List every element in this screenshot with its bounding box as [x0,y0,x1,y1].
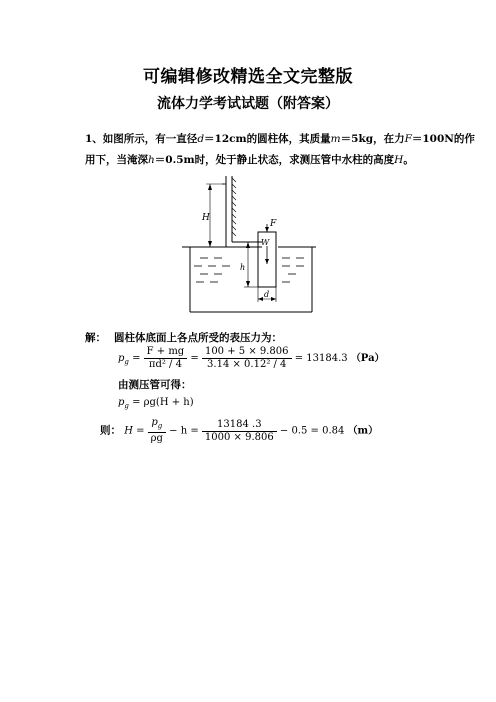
label-h: h [240,263,246,272]
label-F: F [270,219,277,229]
document-title: 可编辑修改精选全文完整版 [143,67,353,87]
fraction-p-over-rhog: $\frac{p_g}{\rho g}$ [148,417,166,445]
equation-pressure: $p_g$ = $\frac{F + mg}{\text{πd² / 4}}$ = $\frac{100 + 5 \times 9.806}{\text{3.14 × 0.12² / 4}}$ = 13184.3 （Pa） [118,346,385,370]
manometer-text: 由测压管可得： [118,379,192,391]
problem-figure [178,174,318,319]
solution-intro: 圆柱体底面上各点所受的表压力为： [114,332,282,344]
question-line-2: 用下，当淹深h＝0.5m时，处于静止状态，求测压管中水柱的高度H。 [85,154,414,166]
label-W: W [261,238,270,247]
solution-heading [85,330,282,345]
label-d: d [264,290,270,299]
fraction-numeric: $\frac{100 + 5 \times 9.806}{\text{3.14 × 0.12² / 4}}$ [202,346,292,371]
solution-label: 解： [85,332,106,344]
fraction-height-numeric: $\frac{13184 .3}{1000 \times 9.806}$ [202,419,277,444]
question-line-1: 1、如图所示，有一直径d＝12cm的圆柱体，其质量m＝5kg，在力F＝100N的作 [85,133,475,145]
document-subtitle: 流体力学考试试题（附答案） [157,96,339,112]
fraction-symbolic: $\frac{F + mg}{\text{πd² / 4}}$ [144,346,188,371]
label-H: H [202,213,210,223]
equation-height: 则： H = $\frac{p_g}{\rho g}$ − h = $\frac{13184 .3}{1000 \times 9.806}$ − 0.5 = 0.84 （m） [100,417,379,444]
equation-manometer: $p_g = \rho g(H + h)$ [118,397,194,410]
